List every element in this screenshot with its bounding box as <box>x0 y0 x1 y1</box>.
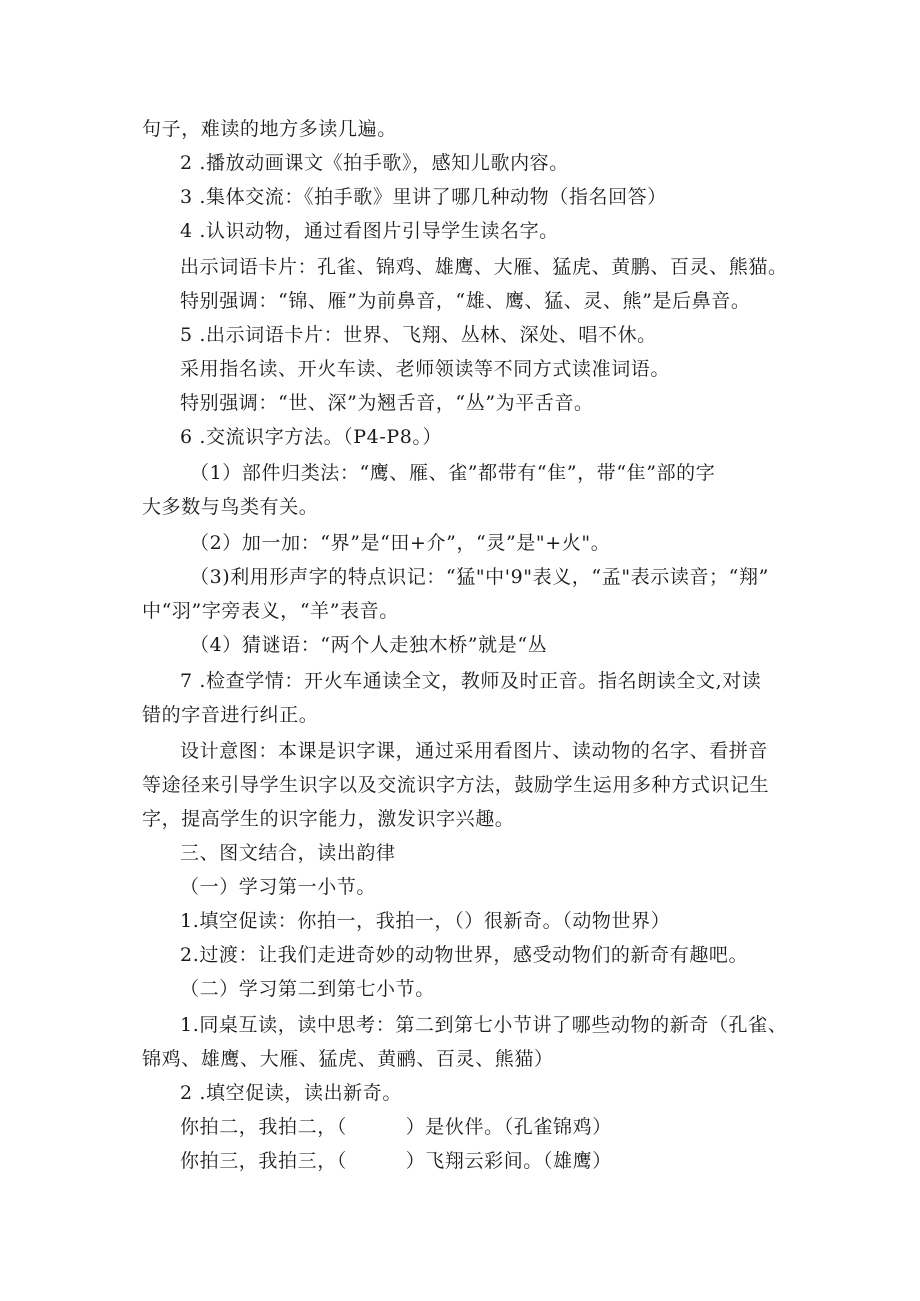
text-line: 中“羽”字旁表义，“羊”表音。 <box>142 600 399 622</box>
text-line: 你拍二，我拍二，（ ）是伙伴。（孔雀锦鸡） <box>180 1116 612 1138</box>
text-line: 大多数与鸟类有关。 <box>142 496 319 518</box>
text-line: 你拍三，我拍三，（ ）飞翔云彩间。（雄鹰） <box>180 1150 612 1172</box>
text-line: 特别强调：“世、深”为翘舌音，“丛”为平舌音。 <box>180 392 594 414</box>
text-line: 2.过渡：让我们走进奇妙的动物世界，感受动物们的新奇有趣吧。 <box>180 944 749 966</box>
section-heading: 三、图文结合，读出韵律 <box>180 842 396 864</box>
text-line: 特别强调：“锦、雁”为前鼻音，“雄、鹰、猛、灵、熊”是后鼻音。 <box>180 290 751 312</box>
text-line: 出示词语卡片：孔雀、锦鸡、雄鹰、大雁、猛虎、黄鹏、百灵、熊猫。 <box>180 256 788 278</box>
text-line: 2 .播放动画课文《拍手歌》，感知儿歌内容。 <box>180 152 569 174</box>
text-line: 设计意图：本课是识字课，通过采用看图片、读动物的名字、看拼音 <box>180 740 769 762</box>
text-line: 错的字音进行纠正。 <box>142 704 319 726</box>
text-line: 字，提高学生的识字能力，激发识字兴趣。 <box>142 808 515 830</box>
text-line: 5 .出示词语卡片：世界、飞翔、丛林、深处、唱不休。 <box>180 324 657 346</box>
text-line: 4 .认识动物，通过看图片引导学生读名字。 <box>180 220 559 242</box>
text-line: 等途径来引导学生识字以及交流识字方法，鼓励学生运用多种方式识记生 <box>142 774 770 796</box>
text-line: （3)利用形声字的特点识记：“猛"中'9"表义，“孟"表示读音；“翔” <box>190 566 769 588</box>
text-line: 句子，难读的地方多读几遍。 <box>142 118 397 140</box>
text-line: 1.填空促读：你拍一，我拍一，（）很新奇。（动物世界） <box>180 910 671 932</box>
subsection-heading: （一）学习第一小节。 <box>180 876 377 898</box>
text-line: 2 .填空促读，读出新奇。 <box>180 1082 402 1104</box>
text-line: 1.同桌互读，读中思考：第二到第七小节讲了哪些动物的新奇（孔雀、 <box>180 1014 788 1036</box>
text-line: （2）加一加：“界”是“田+介”，“灵”是"+火"。 <box>190 532 611 554</box>
text-line: 7 .检查学情：开火车通读全文，教师及时正音。指名朗读全文,对读 <box>180 670 762 692</box>
text-line: 采用指名读、开火车读、老师领读等不同方式读准词语。 <box>180 358 671 380</box>
text-line: 6 .交流识字方法。（P4-P8。） <box>180 426 443 448</box>
text-line: （4）猜谜语：“两个人走独木桥”就是“丛 <box>190 634 548 656</box>
subsection-heading: （二）学习第二到第七小节。 <box>180 978 435 1000</box>
text-line: 锦鸡、雄鹰、大雁、猛虎、黄鹂、百灵、熊猫） <box>142 1048 554 1070</box>
text-line: 3 .集体交流：《拍手歌》里讲了哪几种动物（指名回答） <box>180 186 667 208</box>
text-line: （1）部件归类法：“鹰、雁、雀”都带有“隹”，带“隹”部的字 <box>190 462 716 484</box>
